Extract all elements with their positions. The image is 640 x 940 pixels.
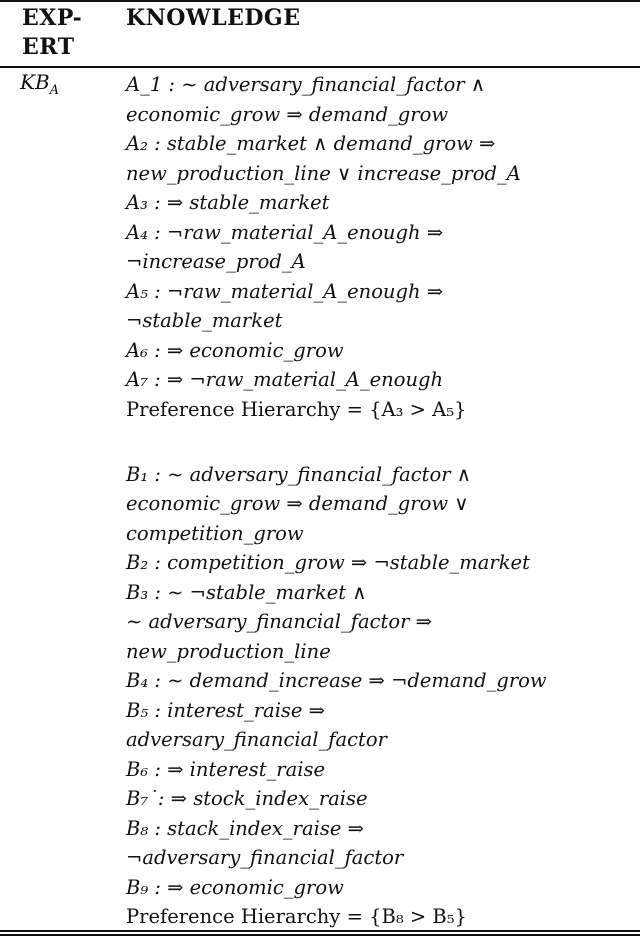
- group-spacer: [126, 424, 631, 454]
- rule-line: B₄ : ∼ demand_increase ⇒ ¬demand_grow: [126, 669, 547, 692]
- rule-line: B₂ : competition_grow ⇒ ¬stable_market: [126, 551, 530, 574]
- bottom-rule-1: [0, 930, 640, 932]
- rule-line: B₈ : stack_index_raise ⇒: [126, 816, 364, 840]
- rule-line: ¬stable_market: [126, 309, 283, 332]
- expert-header-line1: EXP-: [22, 5, 83, 31]
- rule-line: economic_grow ⇒ demand_grow ∨: [126, 492, 469, 515]
- rule-group-a: [126, 70, 631, 424]
- kb-label-base: KB: [20, 70, 50, 94]
- rule-line: B₁ : ∼ adversary_financial_factor ∧: [126, 462, 472, 486]
- header-rule: [0, 66, 640, 68]
- rule-group-b: [126, 460, 631, 932]
- top-rule: [0, 0, 640, 2]
- rule-line: B₉ : ⇒ economic_grow: [126, 875, 344, 899]
- rule-line: A₄ : ¬raw_material_A_enough ⇒: [126, 220, 444, 244]
- rule-line: B₃ : ∼ ¬stable_market ∧: [126, 580, 367, 604]
- kb-a-label: [20, 70, 59, 98]
- rule-line: competition_grow: [126, 521, 304, 545]
- rule-line: A₃ : ⇒ stable_market: [126, 191, 330, 214]
- rule-line: A₇ : ⇒ ¬raw_material_A_enough: [126, 368, 444, 391]
- kb-label-sub: A: [49, 83, 60, 98]
- rule-line: B₆ : ⇒ interest_raise: [126, 757, 326, 781]
- rule-line: economic_grow ⇒ demand_grow: [126, 102, 449, 126]
- preference-hierarchy: Preference Hierarchy = {B₈ > B₅}: [126, 905, 467, 928]
- rule-line: A_1 : ∼ adversary_financial_factor ∧: [126, 73, 486, 96]
- rule-line: ¬increase_prod_A: [126, 250, 306, 273]
- rule-line: A₆ : ⇒ economic_grow: [126, 338, 344, 362]
- rule-line: new_production_line ∨ increase_prod_A: [126, 161, 521, 185]
- rule-line: B₅ : interest_raise ⇒: [126, 698, 326, 722]
- rule-line: A₅ : ¬raw_material_A_enough ⇒: [126, 279, 444, 303]
- knowledge-rules: [126, 70, 631, 932]
- bottom-rule-2: [0, 934, 640, 936]
- rule-line: adversary_financial_factor: [126, 728, 387, 751]
- expert-column-header: [22, 4, 112, 62]
- preference-hierarchy: Preference Hierarchy = {A₃ > A₅}: [126, 397, 467, 421]
- rule-line: ∼ adversary_financial_factor ⇒: [126, 610, 432, 633]
- rule-line: new_production_line: [126, 639, 331, 663]
- rule-line: B₇˙: ⇒ stock_index_raise: [126, 787, 368, 810]
- expert-header-line2: ERT: [22, 34, 75, 60]
- knowledge-column-header: KNOWLEDGE: [126, 5, 301, 31]
- rule-line: A₂ : stable_market ∧ demand_grow ⇒: [126, 132, 496, 155]
- rule-line: ¬adversary_financial_factor: [126, 846, 404, 869]
